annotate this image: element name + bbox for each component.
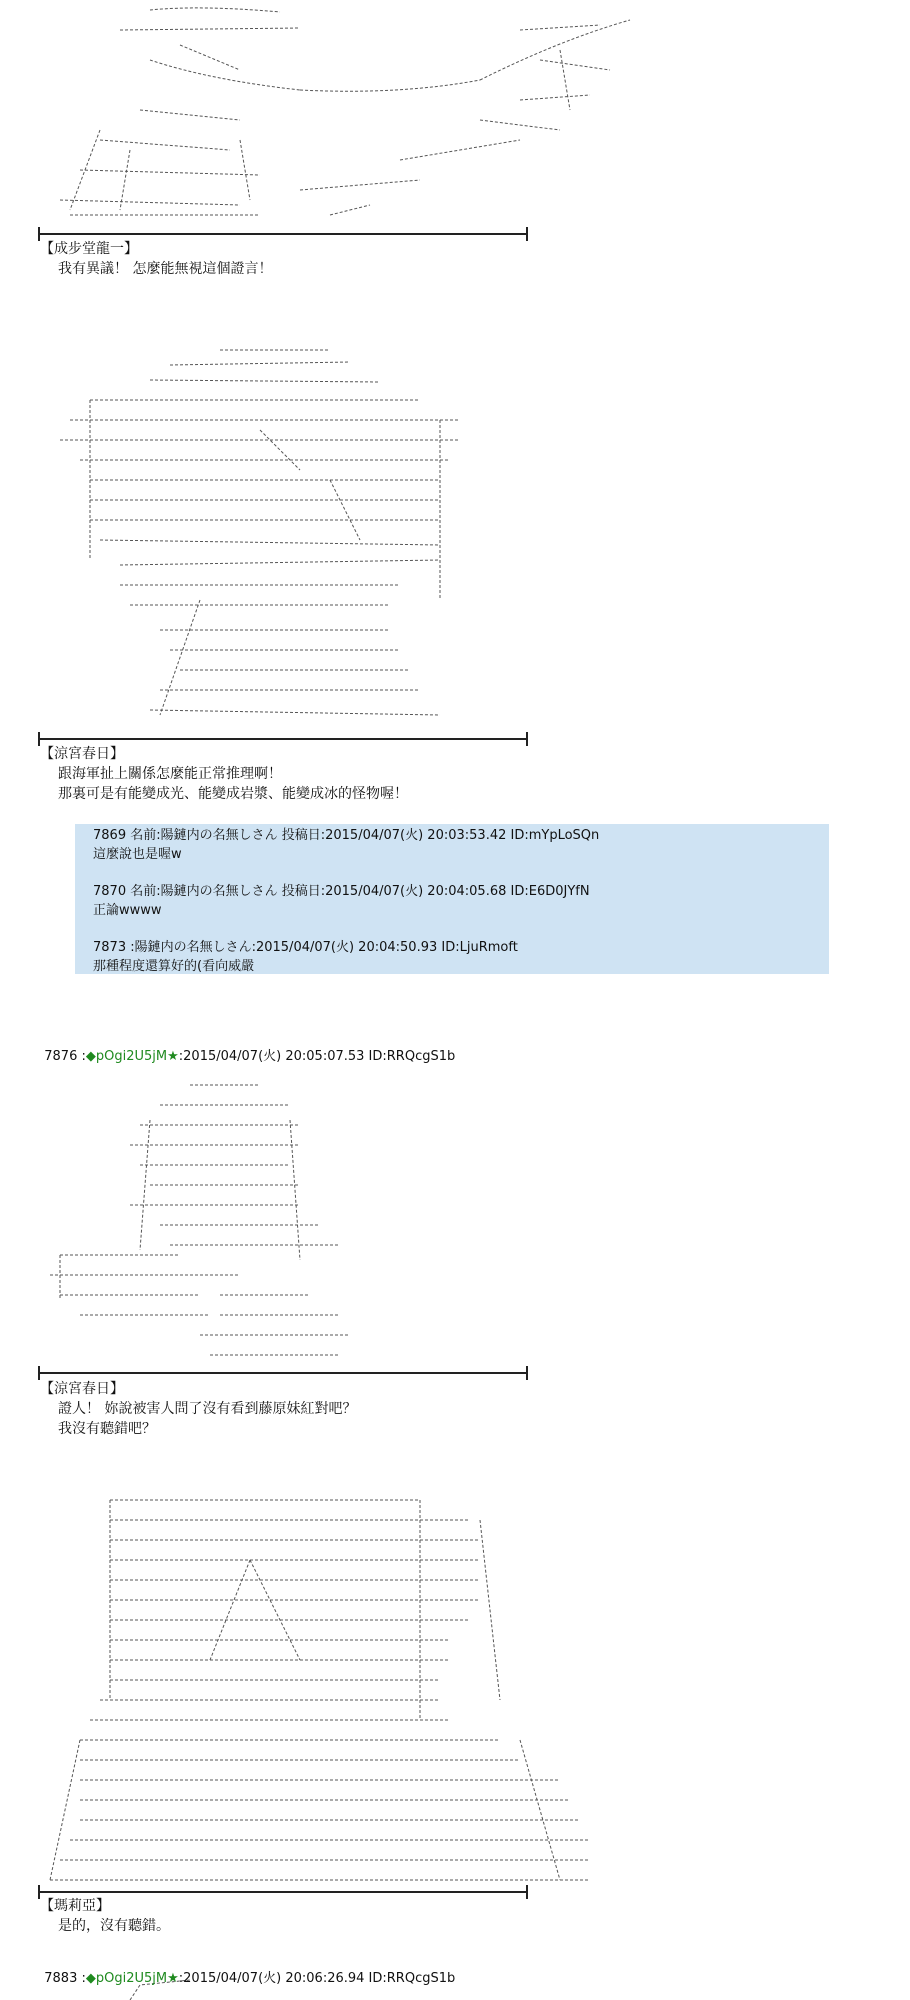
divider-rule: [38, 233, 528, 235]
speaker-name: 【瑪莉亞】: [40, 1898, 110, 1914]
tripcode[interactable]: ◆pOgi2U5jM: [85, 1049, 168, 1064]
divider-tick: [38, 732, 40, 746]
divider-rule: [38, 1891, 528, 1893]
dialogue-line: 是的，沒有聽錯。: [58, 1918, 170, 1934]
dialogue-line: 跟海軍扯上關係怎麼能正常推理啊！: [58, 766, 282, 782]
speaker-name: 【涼宮春日】: [40, 1381, 124, 1397]
star-icon: ★: [167, 1971, 179, 1986]
divider-tick: [526, 1366, 528, 1380]
speaker-name: 【涼宮春日】: [40, 746, 124, 762]
post-meta: :2015/04/07(火) 20:06:26.94 ID:RRQcgS1b: [178, 1971, 456, 1986]
post-header: [36, 1030, 455, 1064]
post-number: 7876 :: [44, 1049, 86, 1064]
divider-tick: [38, 1366, 40, 1380]
divider-tick: [526, 732, 528, 746]
reply-body: 那種程度還算好的(看向威嚴: [93, 959, 255, 974]
dialogue-line: 我沒有聽錯吧？: [58, 1421, 156, 1437]
post-meta: :2015/04/07(火) 20:05:07.53 ID:RRQcgS1b: [178, 1049, 456, 1064]
reply-body: 這麼說也是喔w: [93, 847, 182, 862]
tripcode[interactable]: ◆pOgi2U5jM: [85, 1971, 168, 1986]
reply-header: 7873 :陽鏈内の名無しさん:2015/04/07(火) 20:04:50.93 ID:LjuRmoft: [93, 940, 518, 955]
dialogue-line: 那裏可是有能變成光、能變成岩漿、能變成冰的怪物喔！: [58, 786, 408, 802]
divider-tick: [38, 227, 40, 241]
reply-body: 正論wwww: [93, 903, 162, 918]
speaker-name: 【成步堂龍一】: [40, 241, 138, 257]
dialogue-line: 證人！ 妳說被害人問了沒有看到藤原妹紅對吧？: [58, 1401, 357, 1417]
dialogue-line: 我有異議！ 怎麼能無視這個證言！: [58, 261, 273, 277]
divider-rule: [38, 738, 528, 740]
post-number: 7883 :: [44, 1971, 86, 1986]
reply-header: 7870 名前:陽鏈内の名無しさん 投稿日:2015/04/07(火) 20:04:05.68 ID:E6D0JYfN: [93, 884, 590, 899]
divider-tick: [526, 1885, 528, 1899]
divider-tick: [526, 227, 528, 241]
star-icon: ★: [167, 1049, 179, 1064]
reply-header: 7869 名前:陽鏈内の名無しさん 投稿日:2015/04/07(火) 20:03:53.42 ID:mYpLoSQn: [93, 828, 600, 843]
post-header: [36, 1952, 455, 1986]
reply-box: [75, 824, 829, 974]
divider-rule: [38, 1372, 528, 1374]
